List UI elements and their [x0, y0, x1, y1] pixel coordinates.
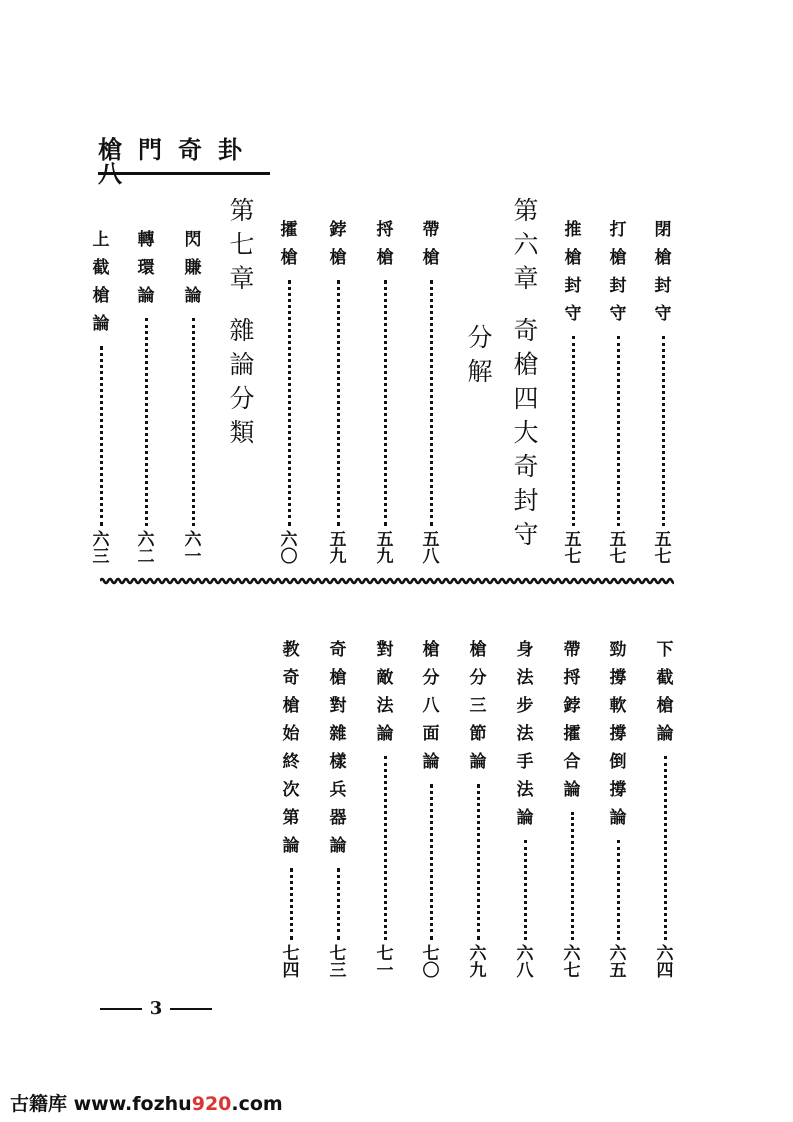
toc-entry-page: 五 九: [376, 530, 394, 567]
toc-entry[interactable]: [133, 232, 159, 566]
page-number: [100, 998, 212, 1019]
toc-entry[interactable]: [465, 642, 491, 980]
toc-entry-title: 捋 槍: [376, 220, 394, 268]
dot-leader: [384, 280, 387, 526]
toc-entry[interactable]: [605, 642, 631, 980]
dot-leader: [662, 336, 665, 526]
toc-entry-page: 七 四: [282, 944, 300, 981]
toc-entry-page: 七 一: [376, 944, 394, 981]
toc-entry-title: 攉 槍: [280, 220, 298, 268]
dot-leader: [145, 318, 148, 526]
header-rule: [98, 172, 270, 175]
dot-leader: [290, 868, 293, 940]
toc-entry-title: 對 敵 法 論: [376, 640, 394, 744]
toc-entry-page: 六 七: [563, 944, 581, 981]
dot-leader: [617, 840, 620, 940]
dot-leader: [100, 346, 103, 526]
toc-entry-page: 七 三: [329, 944, 347, 981]
toc-entry-page: 六 九: [469, 944, 487, 981]
dot-leader: [572, 336, 575, 526]
toc-entry-page: 六 一: [184, 530, 202, 567]
chapter-title: 奇 槍 四 大 奇 封 守: [513, 316, 539, 549]
toc-entry-title: 推 槍 封 守: [564, 220, 582, 324]
dot-leader: [430, 280, 433, 526]
chapter-6-heading[interactable]: [513, 198, 539, 556]
toc-entry[interactable]: [559, 642, 585, 980]
dot-leader: [664, 756, 667, 940]
toc-entry[interactable]: [418, 222, 444, 566]
sub-heading-text: 分 解: [467, 323, 493, 386]
footer-dash-right: [170, 1008, 212, 1010]
dot-leader: [288, 280, 291, 526]
dot-leader: [477, 784, 480, 940]
toc-entry[interactable]: [512, 642, 538, 980]
chapter-title: 雜 論 分 類: [229, 316, 255, 447]
dot-leader: [337, 280, 340, 526]
toc-entry-page: 七 〇: [422, 944, 440, 981]
page-title: 槍門奇卦八: [98, 135, 258, 188]
chapter-number: 第 六 章: [513, 196, 539, 293]
chapter-7-heading[interactable]: [229, 198, 255, 454]
toc-entry[interactable]: [372, 642, 398, 980]
toc-entry-title: 帶 槍: [422, 220, 440, 268]
toc-entry-page: 六 四: [656, 944, 674, 981]
toc-entry-title: 勁 撐 軟 撐 倒 撐 論: [609, 640, 627, 828]
toc-entry-title: 槍 分 八 面 論: [422, 640, 440, 772]
dot-leader: [430, 784, 433, 940]
toc-entry-page: 六 八: [516, 944, 534, 981]
toc-entry-title: 槍 分 三 節 論: [469, 640, 487, 772]
toc-entry-title: 閉 槍 封 守: [654, 220, 672, 324]
watermark-label: 古籍库 www.fozhu: [10, 1093, 192, 1115]
toc-entry[interactable]: [88, 232, 114, 566]
toc-entry[interactable]: [560, 222, 586, 566]
toc-entry[interactable]: [652, 642, 678, 980]
toc-entry-title: 鋍 槍: [329, 220, 347, 268]
toc-entry-title: 下 截 槍 論: [656, 640, 674, 744]
toc-entry-page: 六 二: [137, 530, 155, 567]
section-divider: [100, 576, 674, 586]
dot-leader: [384, 756, 387, 940]
chapter-number: 第 七 章: [229, 196, 255, 293]
toc-entry-title: 打 槍 封 守: [609, 220, 627, 324]
toc-entry[interactable]: [418, 642, 444, 980]
watermark: [10, 1089, 283, 1116]
toc-entry[interactable]: [276, 222, 302, 566]
toc-entry-title: 教 奇 槍 始 終 次 第 論: [282, 640, 300, 856]
sub-heading: [467, 325, 493, 393]
toc-entry-title: 奇 槍 對 雜 樣 兵 器 論: [329, 640, 347, 856]
toc-entry-page: 五 七: [564, 530, 582, 567]
toc-entry-title: 身 法 步 法 手 法 論: [516, 640, 534, 828]
toc-entry-title: 閃 賺 論: [184, 230, 202, 306]
toc-entry[interactable]: [278, 642, 304, 980]
dot-leader: [617, 336, 620, 526]
page-number-text: 3: [149, 998, 163, 1019]
dot-leader: [571, 812, 574, 940]
toc-entry-title: 上 截 槍 論: [92, 230, 110, 334]
toc-entry[interactable]: [605, 222, 631, 566]
toc-entry[interactable]: [325, 642, 351, 980]
toc-entry-page: 五 七: [609, 530, 627, 567]
toc-entry-page: 五 八: [422, 530, 440, 567]
toc-entry-page: 六 〇: [280, 530, 298, 567]
toc-entry[interactable]: [650, 222, 676, 566]
dot-leader: [337, 868, 340, 940]
toc-entry-title: 帶 捋 鋍 攉 合 論: [563, 640, 581, 800]
toc-entry-page: 六 五: [609, 944, 627, 981]
toc-entry[interactable]: [180, 232, 206, 566]
watermark-number: 920: [191, 1093, 232, 1115]
footer-dash-left: [100, 1008, 142, 1010]
toc-entry[interactable]: [325, 222, 351, 566]
dot-leader: [524, 840, 527, 940]
watermark-suffix: .com: [231, 1093, 283, 1115]
dot-leader: [192, 318, 195, 526]
toc-entry-page: 五 七: [654, 530, 672, 567]
toc-entry[interactable]: [372, 222, 398, 566]
toc-entry-page: 五 九: [329, 530, 347, 567]
toc-entry-page: 六 三: [92, 530, 110, 567]
toc-entry-title: 轉 環 論: [137, 230, 155, 306]
